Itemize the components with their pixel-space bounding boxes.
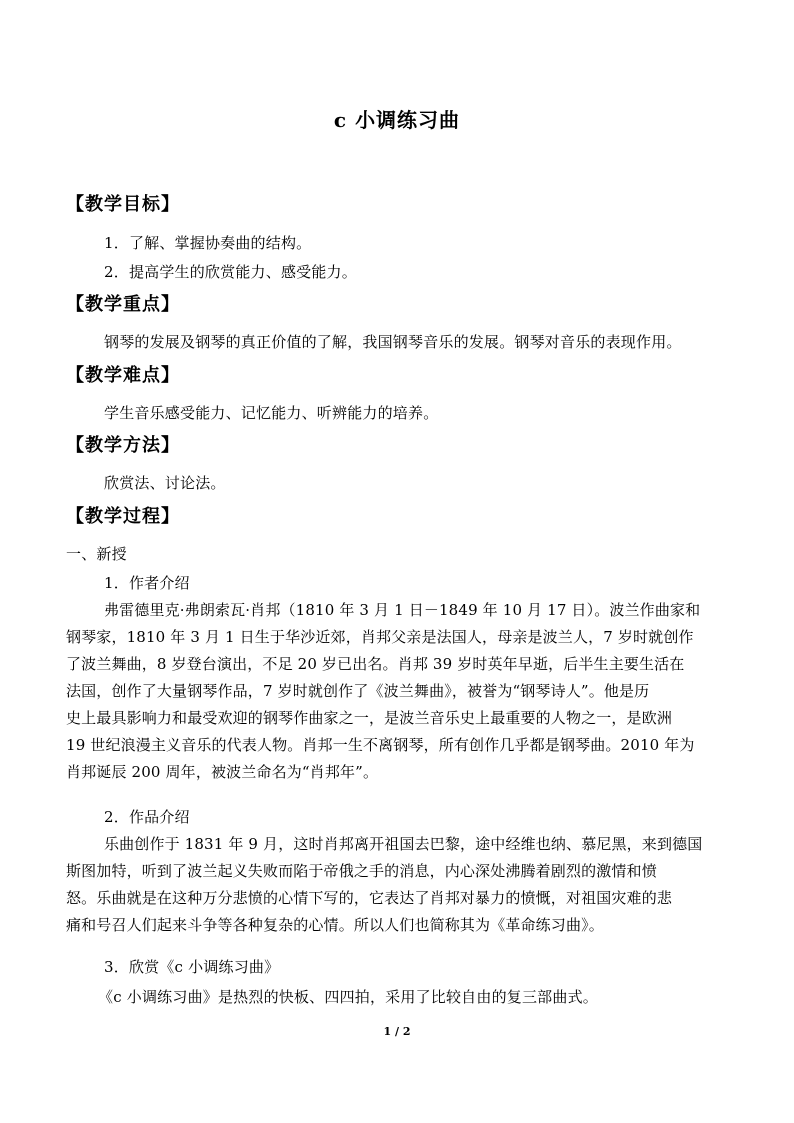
- section-heading-key-points: 【教学重点】: [66, 294, 180, 315]
- document-title: c 小调练习曲: [333, 108, 461, 132]
- methods-text: 欣赏法、讨论法。: [104, 474, 226, 492]
- author-intro-paragraph: [66, 597, 726, 786]
- author-intro-line-2: 钢琴家，1810 年 3 月 1 日生于华沙近郊，肖邦父亲是法国人，母亲是波兰人，7 岁时就创作: [66, 628, 694, 646]
- process-part-1: 一、新授: [66, 545, 127, 563]
- section-heading-objectives: 【教学目标】: [66, 194, 180, 215]
- process-sub2-title: 2．作品介绍: [104, 808, 190, 826]
- author-intro-line-1: 弗雷德里克·弗朗索瓦·肖邦（1810 年 3 月 1 日－1849 年 10 月 17 日）。波兰作曲家和: [104, 601, 701, 619]
- difficulties-text: 学生音乐感受能力、记忆能力、听辨能力的培养。: [104, 404, 439, 422]
- author-intro-line-4: 法国，创作了大量钢琴作品，7 岁时就创作了《波兰舞曲》，被誉为“钢琴诗人”。他是历: [66, 682, 650, 700]
- work-intro-line-2: 斯图加特，听到了波兰起义失败而陷于帝俄之手的消息，内心深处沸腾着剧烈的激情和愤: [66, 862, 657, 880]
- author-intro-line-7: 肖邦诞辰 200 周年，被波兰命名为“肖邦年”。: [66, 763, 379, 781]
- process-sub1-title: 1．作者介绍: [104, 574, 190, 592]
- key-points-text: 钢琴的发展及钢琴的真正价值的了解，我国钢琴音乐的发展。钢琴对音乐的表现作用。: [104, 333, 682, 351]
- author-intro-line-5: 史上最具影响力和最受欢迎的钢琴作曲家之一，是波兰音乐史上最重要的人物之一，是欧洲: [66, 709, 673, 727]
- page-number: 1 / 2: [383, 1025, 411, 1038]
- work-intro-line-3: 怒。乐曲就是在这种万分悲愤的心情下写的，它表达了肖邦对暴力的愤慨，对祖国灾难的悲: [66, 889, 673, 907]
- section-heading-process: 【教学过程】: [66, 506, 180, 527]
- section-heading-methods: 【教学方法】: [66, 435, 180, 456]
- author-intro-line-6: 19 世纪浪漫主义音乐的代表人物。肖邦一生不离钢琴，所有创作几乎都是钢琴曲。2010 年为: [66, 736, 695, 754]
- process-sub3-title: 3．欣赏《c 小调练习曲》: [104, 958, 280, 976]
- work-intro-line-1: 乐曲创作于 1831 年 9 月，这时肖邦离开祖国去巴黎，途中经维也纳、慕尼黑，来到德国: [104, 835, 703, 853]
- appreciation-text: 《c 小调练习曲》是热烈的快板、四四拍，采用了比较自由的复三部曲式。: [98, 988, 598, 1006]
- work-intro-line-4: 痛和号召人们起来斗争等各种复杂的心情。所以人们也简称其为《革命练习曲》。: [66, 916, 604, 934]
- objective-item-2: 2．提高学生的欣赏能力、感受能力。: [104, 263, 357, 281]
- objective-item-1: 1．了解、掌握协奏曲的结构。: [104, 234, 312, 252]
- author-intro-line-3: 了波兰舞曲，8 岁登台演出，不足 20 岁已出名。肖邦 39 岁时英年早逝，后半生主要生活在: [66, 655, 685, 673]
- work-intro-paragraph: [66, 831, 726, 939]
- section-heading-difficulties: 【教学难点】: [66, 365, 180, 386]
